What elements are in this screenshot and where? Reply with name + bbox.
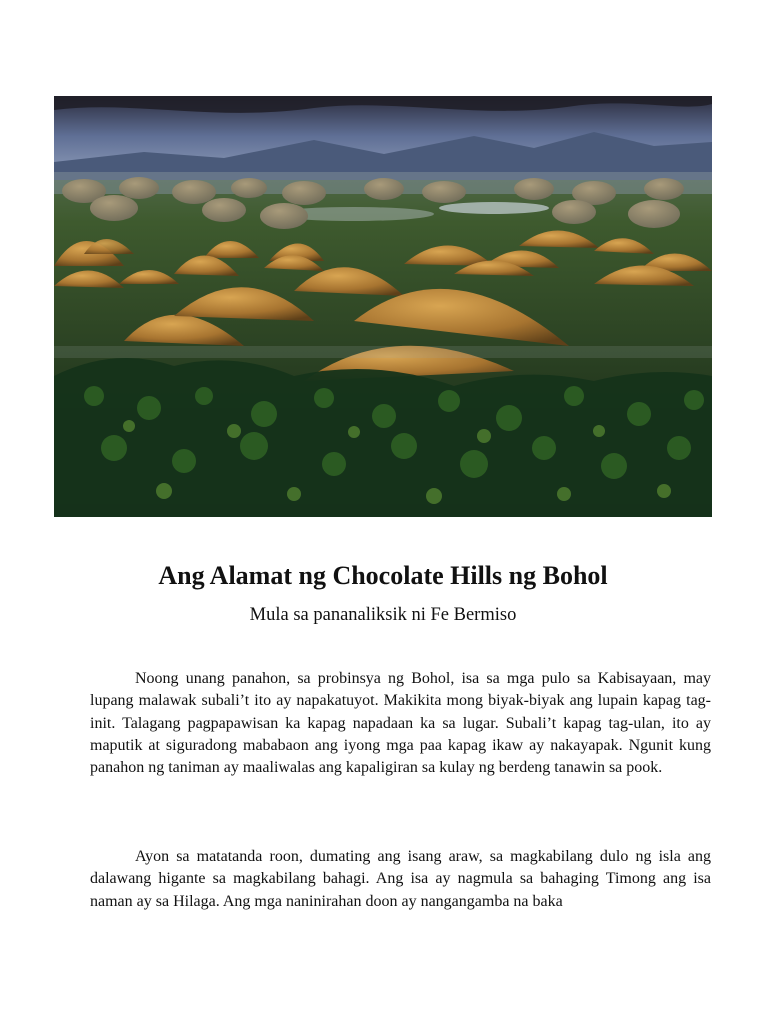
paragraph-2: Ayon sa matatanda roon, dumating ang isang araw, sa magkabilang dulo ng isla ang dalawang higante sa magkabilang bahagi. Ang isa ay nagmula sa bahaging Timong ang isa naman ay sa Hilaga. Ang mga naninirahan doon ay nangangamba na baka xyxy=(90,848,711,910)
document-title: Ang Alamat ng Chocolate Hills ng Bohol xyxy=(158,561,608,590)
document-subtitle: Mula sa pananaliksik ni Fe Bermiso xyxy=(249,605,517,625)
chocolate-hills-photo xyxy=(54,96,712,517)
paragraph-1: Noong unang panahon, sa probinsya ng Bohol, isa sa mga pulo sa Kabisayaan, may lupang malawak subali’t ito ay napakatuyot. Makikita mong biyak-biyak ang lupain kapag tag-init. Talagang pagpapawisan ka kapag napadaan ka sa lugar. Subali’t kapag tag-ulan, ito ay maputik at siguradong mababaon ang iyong mga paa kapag ikaw ay nakayapak. Ngunit kung panahon ng taniman ay maaliwalas ang kapaligiran sa kulay ng berdeng tanawin sa pook. xyxy=(90,670,711,777)
